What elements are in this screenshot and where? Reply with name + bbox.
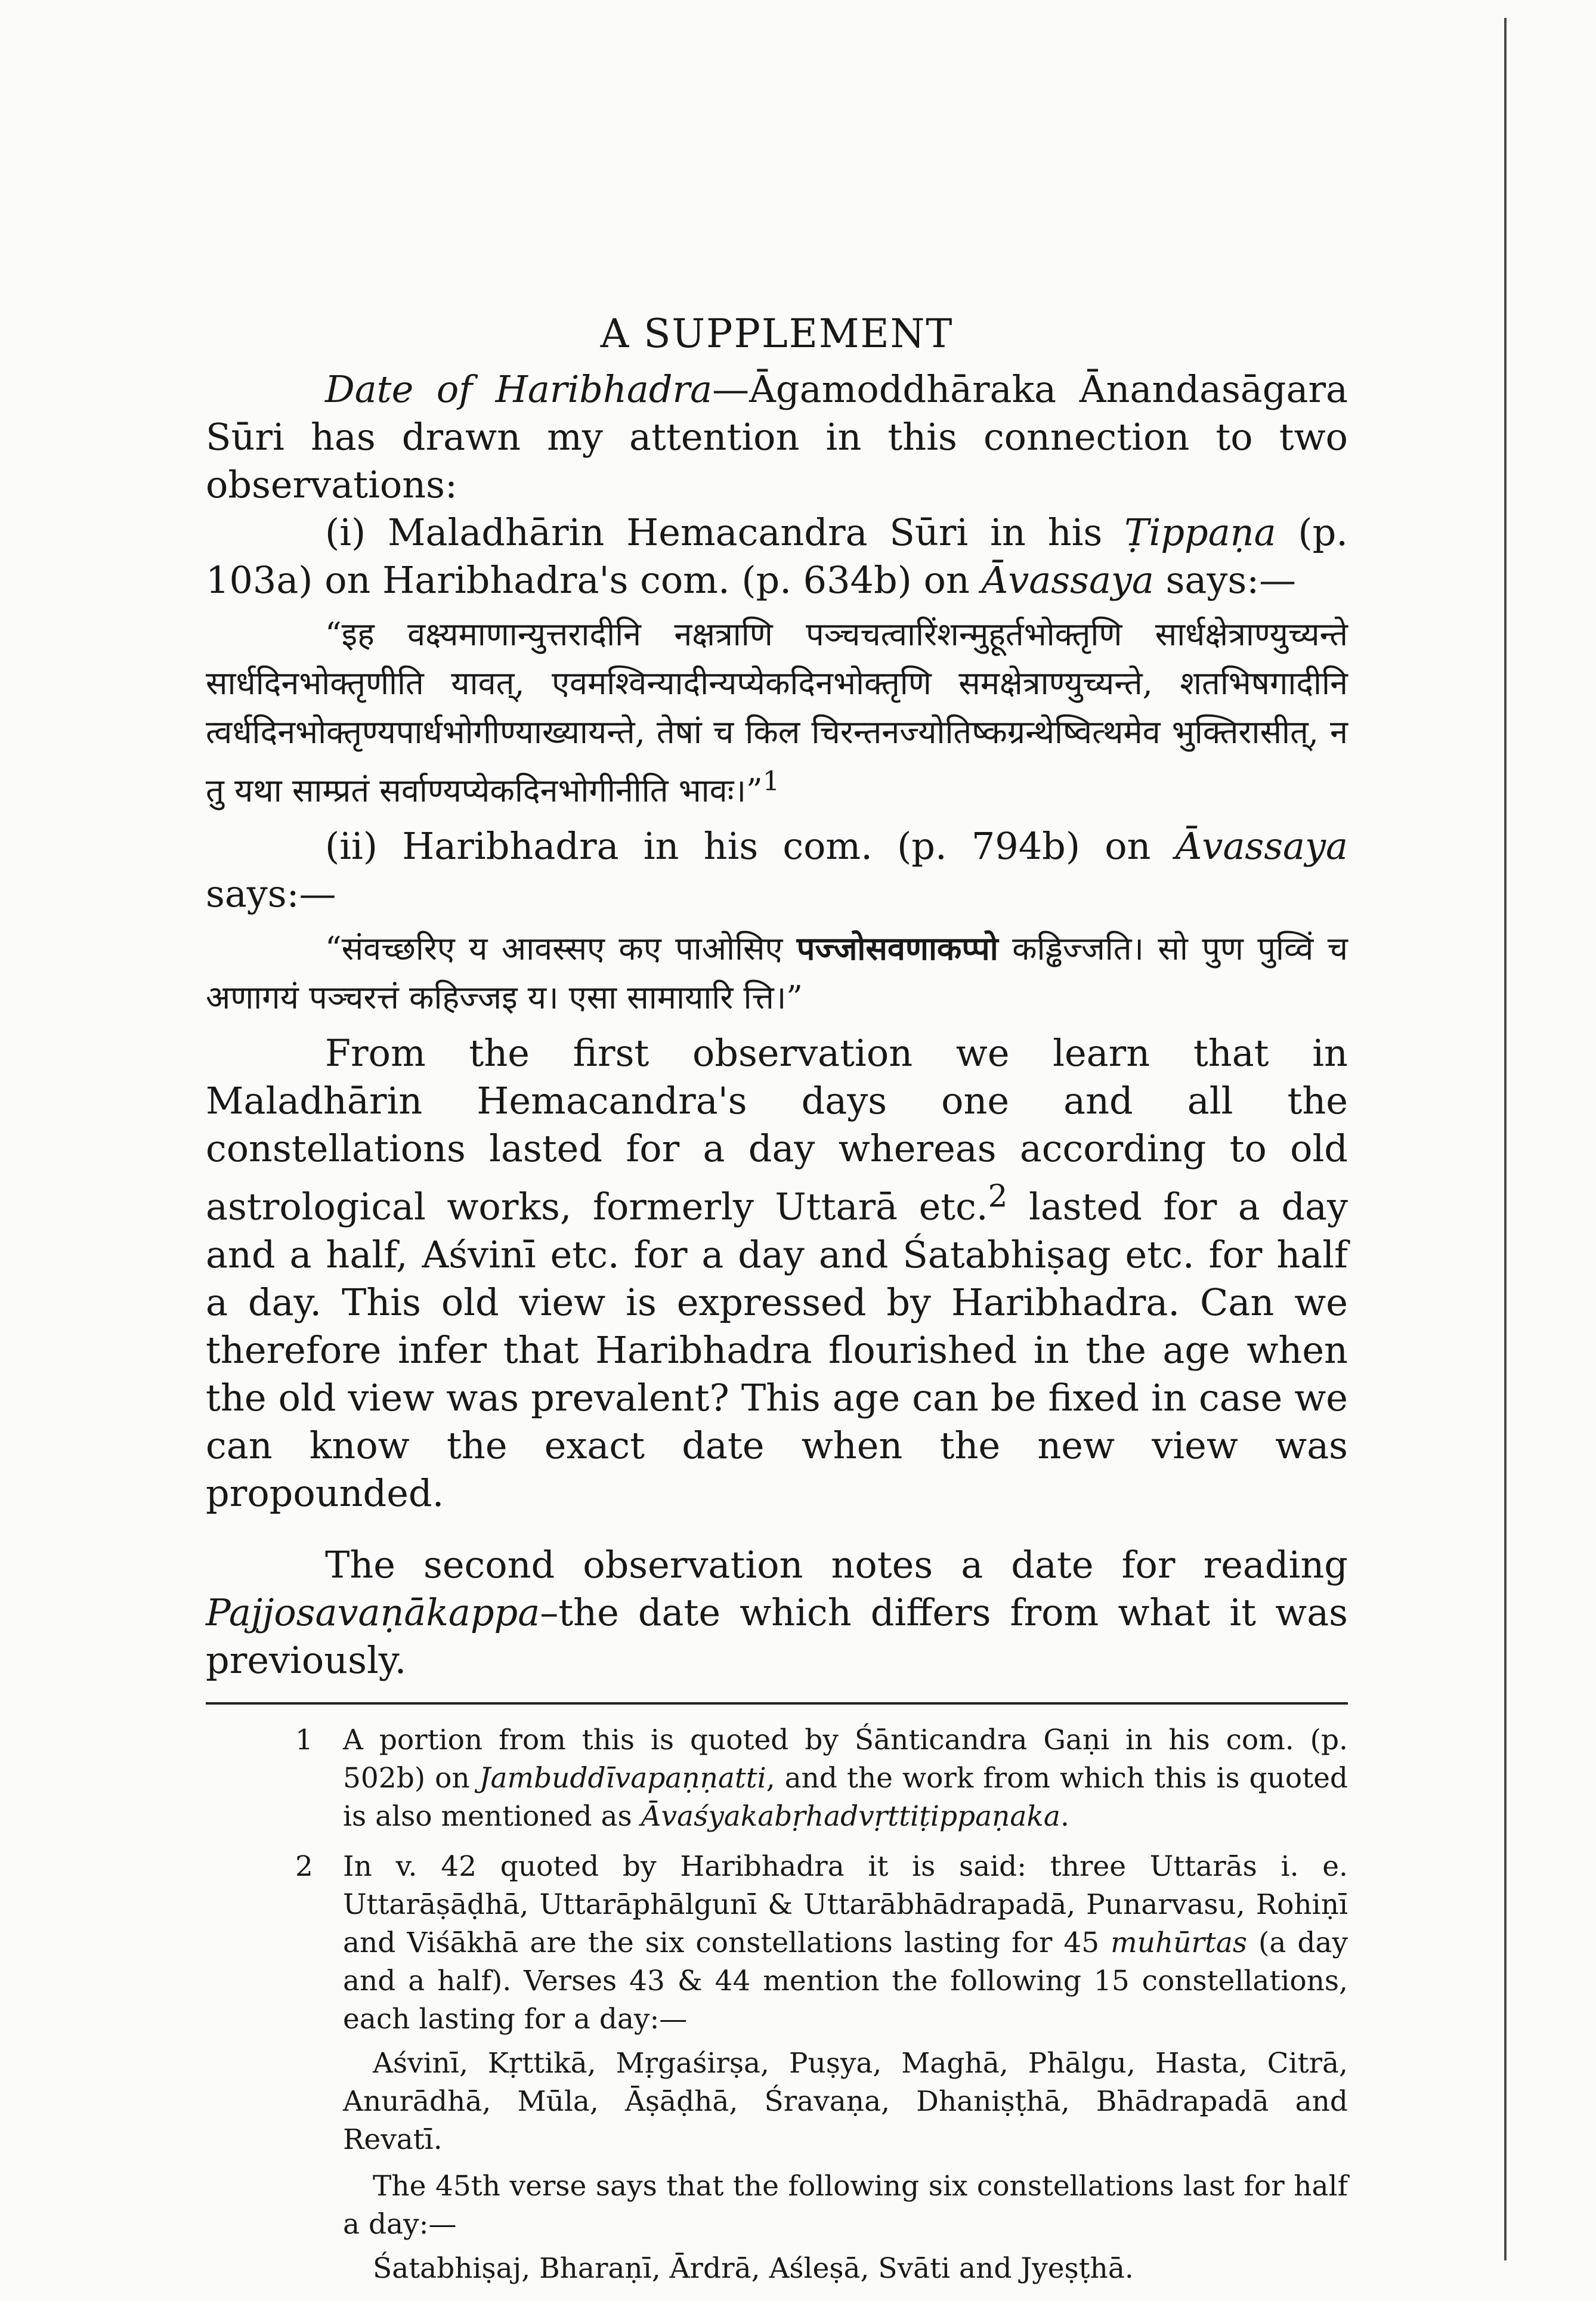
quote2-bold: पज्जोसवणाकप्पो [796,929,998,968]
quote1-footnote-mark: 1 [762,765,780,797]
footnote-2-list-1: Aśvinī, Kṛttikā, Mṛgaśirṣa, Puṣya, Maghā, Phālgu, Hasta, Citrā, Anurādhā, Mūla, Āṣāḍhā, Śravaṇa, Dhaniṣṭhā, Bhādrapadā and Revatī. [343,2046,1348,2156]
obs1-post: says:— [1153,558,1297,602]
fn1-a: A portion from this is quoted by Śānticandra Gaṇi in his com. (p. 502b) on [343,1723,1348,1795]
quote1-text: “इह वक्ष्यमाणान्युत्तरादीनि नक्षत्राणि पञ्चचत्वारिंशन्मुहूर्तभोक्तृणि सार्धक्षेत्राण्युच्यन्ते सार्धदिनभोक्तृणीति यावत्, एवमश्विन्यादीन्यप्येकदिनभोक्तृणि समक्षेत्राण्युच्यन्ते, शतभिषगादीनि त्वर्धदिनभोक्तृण्यपार्धभोगीण्याख्यायन्ते, तेषां च किल चिरन्तनज्योतिष्कग्रन्थेष्वित्थमेव भुक्तिरासीत्, न तु यथा साम्प्रतं सर्वाण्यप्येकदिनभोगीनीति भावः।” [206,616,1348,810]
fn1-c: . [1060,1799,1069,1833]
fn1-b: , and the work from which this is quoted is also mentioned as [343,1761,1348,1833]
footnote-1-number: 1 [295,1723,313,1756]
footnote-2-body [343,1848,1348,2039]
analysis-paragraph [206,1029,1348,1517]
obs1-pre: (i) Maladhārin Hemacandra Sūri in his [325,511,1125,555]
p2-text-b: lasted for a day and a half, Aśvinī etc. for a day and Śatabhiṣag etc. for half a day. This old view is expressed by Haribhadra. Can we therefore infer that Haribhadra flourished in the age when the old view was prevalent? This age can be fixed in case we can know the exact date when the new view was propounded. [206,1184,1348,1515]
intro-text: —Āgamoddhāraka Ānandasāgara Sūri has drawn my attention in this connection to two observations: [206,367,1348,507]
intro-paragraph [206,366,1348,509]
obs2-post: says:— [206,872,336,916]
prakrit-quote-2 [206,924,1348,1022]
obs1-italic-tippana: Ṭippaṇa [1124,511,1276,555]
p2-text-a: From the first observation we learn that in Maladhārin Hemacandra's days one and all the constellations lasted for a day whereas according to old astrological works, formerly Uttarā etc. [206,1031,1348,1229]
fn2-b: (a day and a half). Verses 43 & 44 mention the following 15 constellations, each lasting for a day:— [343,1926,1348,2036]
footnote-2-number: 2 [295,1850,313,1883]
quote2-post: कड्ढिज्जति। सो पुण पुव्विं च अणागयं पञ्चरत्तं कहिज्जइ य। एसा सामायारि त्ति।” [206,930,1348,1017]
quote2-pre: “संवच्छरिए य आवस्सए कए पाओसिए [325,930,797,968]
obs1-italic-avassaya: Āvassaya [981,558,1154,602]
obs2-italic-avassaya: Āvassaya [1175,824,1348,868]
p2-footnote-mark: 2 [988,1179,1008,1215]
page-title: A SUPPLEMENT [600,311,954,357]
footnote-divider [206,1702,1348,1705]
footnote-1 [295,1721,1348,1836]
page-content [206,310,1348,2288]
obs2-pre: (ii) Haribhadra in his com. (p. 794b) on [325,824,1176,868]
observation-2 [206,822,1348,918]
footnote-2-list-2: Śatabhiṣaj, Bharaṇī, Ārdrā, Aśleṣā, Svāti and Jyeṣṭhā. [373,2251,1134,2285]
fn2-italic: muhūrtas [1111,1926,1247,1959]
intro-italic: Date of Haribhadra [325,367,713,412]
p3-text-a: The second observation notes a date for reading [325,1542,1348,1586]
observation-1 [206,509,1348,604]
scan-edge-line [1501,18,1507,2260]
fn1-italic-2: Āvaśyakabṛhadvṛttiṭippaṇaka [641,1799,1060,1833]
footnote-2 [295,1848,1348,2039]
second-observation-paragraph [206,1541,1348,1684]
footnote-2-para: The 45th verse says that the following six constellations last for half a day:— [343,2169,1348,2241]
p3-text-b: –the date which differs from what it was previously. [206,1590,1348,1682]
fn1-italic-1: Jambuddīvapaṇṇatti [479,1761,766,1795]
obs1-mid: (p. 103a) on Haribhadra's com. (p. 634b) on [206,511,1348,602]
fn2-a: In v. 42 quoted by Haribhadra it is said: three Uttarās i. e. Uttarāṣāḍhā, Uttarāphālgunī & Uttarābhādrapadā, Punarvasu, Rohiṇī and Viśākhā are the six constellations lasting for 45 [343,1850,1348,1959]
sanskrit-quote-1 [206,610,1348,815]
footnote-1-body [343,1721,1348,1836]
p3-italic: Pajjosavaṇākappa [206,1590,540,1634]
